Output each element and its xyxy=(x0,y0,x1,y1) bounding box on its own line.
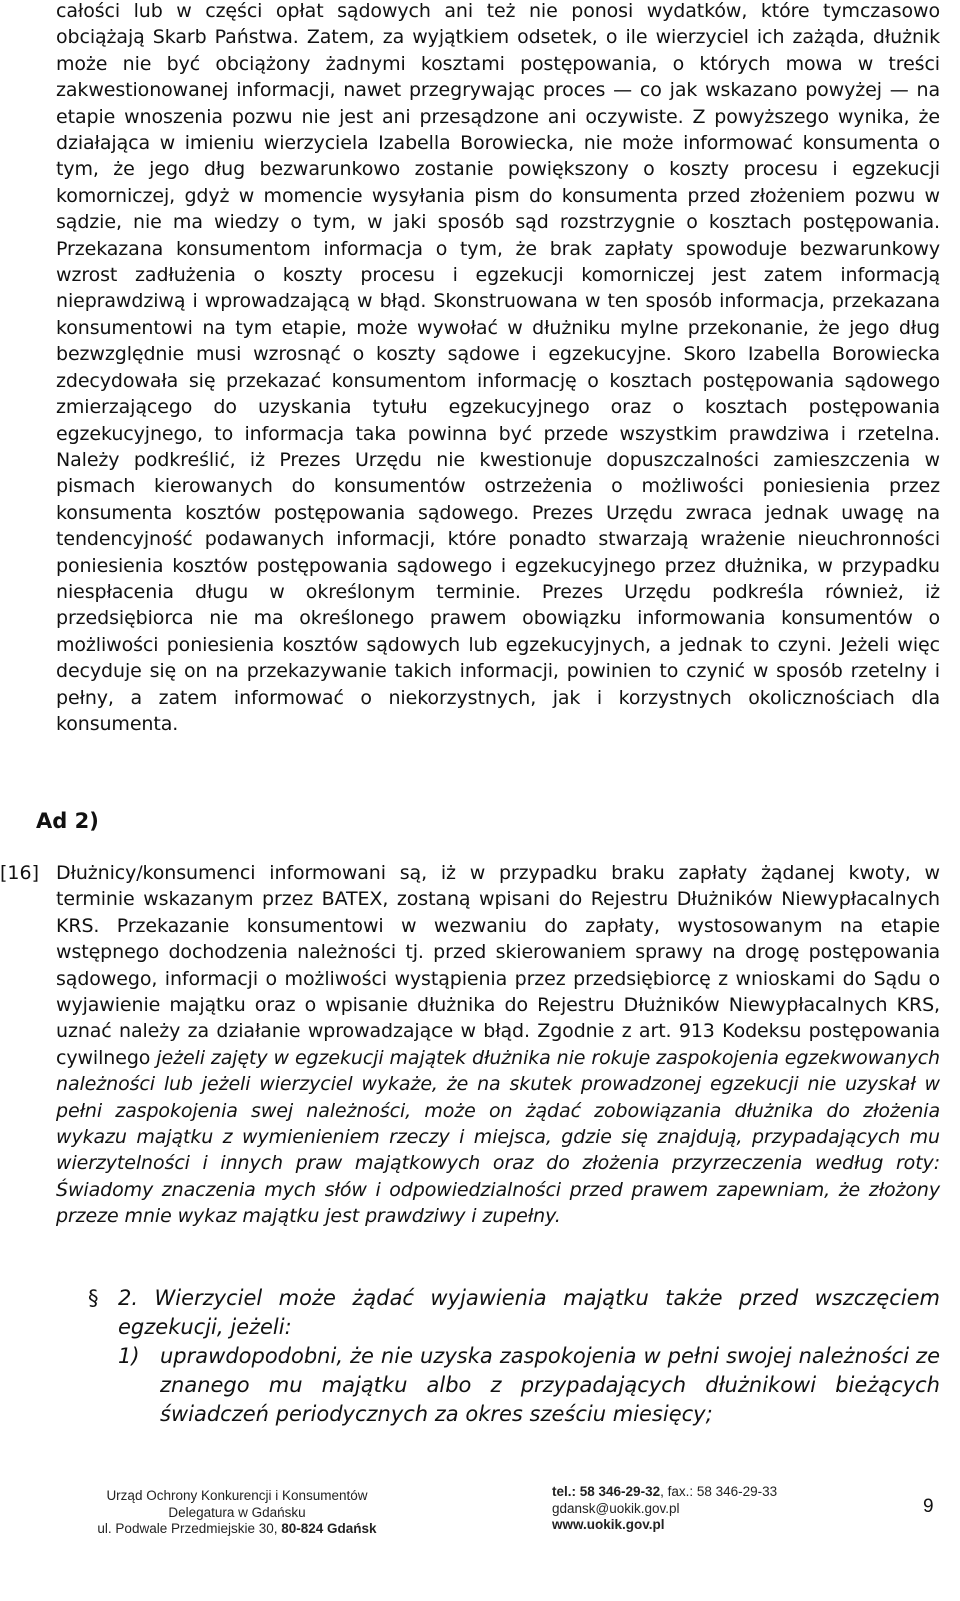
tel-label: tel.: xyxy=(552,1484,580,1499)
fax-label: , fax.: xyxy=(660,1484,697,1499)
paragraph-number: [16] xyxy=(0,862,40,884)
item-text: uprawdopodobni, że nie uzyska zaspokojenia w pełni swojej należności ze znanego mu majątku albo z przypadających dłużnikowi bieżących świadczeń periodycznych za okres sześciu miesięcy; xyxy=(160,1344,940,1426)
fax-number: 58 346-29-33 xyxy=(696,1484,778,1499)
footer-organization xyxy=(92,1488,382,1538)
footer-org-name: Urząd Ochrony Konkurencji i Konsumentów xyxy=(106,1488,368,1503)
paragraph-text: Dłużnicy/konsumenci informowani są, iż w przypadku braku zapłaty żądanej kwoty, w terminie wskazanym przez BATEX, zostaną wpisani do Rejestru Dłużników Niewypłacalnych KRS. Przekazanie konsumentowi w wezwaniu do zapłaty, wystosowanym na etapie wstępnego dochodzenia należności tj. przed skierowaniem sprawy na drogę postępowania sądowego, informacji o możliwości wystąpienia przez przedsiębiorcę z wnioskami do Sądu o wyjawienie majątku oraz o wpisanie dłużnika do Rejestru Dłużników Niewypłacalnych KRS, uznać należy za działanie wprowadzające w błąd. Zgodnie z art. 913 Kodeksu postępowania cywilnego xyxy=(56,862,940,1069)
section-symbol: § xyxy=(88,1286,99,1310)
item-number: 1) xyxy=(118,1344,140,1368)
statute-section xyxy=(88,1284,940,1342)
page-footer xyxy=(0,1484,960,1544)
tel-number: 58 346-29-32 xyxy=(579,1484,661,1499)
footer-street: ul. Podwale Przedmiejskie 30, xyxy=(97,1521,282,1536)
footer-address xyxy=(92,1521,382,1538)
body-paragraph: całości lub w części opłat sądowych ani też nie ponosi wydatków, które tymczasowo obciążają Skarb Państwa. Zatem, za wyjątkiem odsetek, o ile wierzyciel ich zażąda, dłużnik może nie być obciążony żadnymi kosztami postępowania, o których mowa w treści zakwestionowanej informacji, nawet przegrywając proces — co jak wskazano powyżej — na etapie wnoszenia pozwu nie jest ani przesądzone ani oczywiste. Z powyższego wynika, że działająca w imieniu wierzyciela Izabella Borowiecka, nie może informować konsumenta o tym, że jego dług bezwarunkowo zostanie powiększony o koszty procesu i egzekucji komorniczej, gdyż w momencie wysyłania pism do konsumenta przed złożeniem pozwu w sądzie, nie ma wiedzy o tym, w jaki sposób sąd rozstrzygnie o kosztach postępowania. Przekazana konsumentom informacja o tym, że brak zapłaty spowoduje bezwarunkowy wzrost zadłużenia o koszty procesu i egzekucji komorniczej jest zatem informacją nieprawdziwą i wprowadzającą w błąd. Skonstruowana w ten sposób informacja, przekazana konsumentowi na tym etapie, może wywołać w dłużniku mylne przekonanie, że jego dług bezwzględnie musi wzrosnąć o koszty sądowe i egzekucyjne. Skoro Izabella Borowiecka zdecydowała się przekazać konsumentom informację o kosztach postępowania sądowego zmierzającego do uzyskania tytułu egzekucyjnego oraz o kosztach postępowania egzekucyjnego, to informacja taka powinna być przede wszystkim prawdziwa i rzetelna. Należy podkreślić, iż Prezes Urzędu nie kwestionuje dopuszczalności zamieszczenia w pismach kierowanych do konsumentów ostrzeżenia o możliwości poniesienia przez konsumenta kosztów postępowania sądowego. Prezes Urzędu zwraca jednak uwagę na tendencyjność podawanych informacji, które ponadto stwarzają wrażenie nieuchronności poniesienia kosztów postępowania sądowego i egzekucyjnego przez dłużnika, w przypadku niespłacenia długu w określonym terminie. Prezes Urzędu podkreśla również, iż przedsiębiorca nie ma określonego prawem obowiązku informowania konsumentów o możliwości poniesienia kosztów sądowych lub egzekucyjnych, a jednak to czyni. Jeżeli więc decyduje się on na przekazywanie takich informacji, powinien to czynić w sposób rzetelny i pełny, a zatem informować o niekorzystnych, jak i korzystnych okolicznościach dla konsumenta. xyxy=(56,0,940,735)
footer-branch: Delegatura w Gdańsku xyxy=(168,1504,306,1520)
statute-list-item xyxy=(118,1342,940,1429)
section-text: 2. Wierzyciel może żądać wyjawienia majątku także przed wszczęciem egzekucji, jeżeli: xyxy=(118,1286,940,1339)
body-paragraph-16 xyxy=(56,860,940,1230)
footer-email[interactable]: gdansk@uokik.gov.pl xyxy=(552,1500,680,1516)
page-number: 9 xyxy=(923,1496,934,1517)
footer-phone-fax xyxy=(552,1484,832,1501)
statute-quote: jeżeli zajęty w egzekucji majątek dłużnika nie rokuje zaspokojenia egzekwowanych należności lub jeżeli wierzyciel wykaże, że na skutek prowadzonej egzekucji nie uzyskał w pełni zaspokojenia swej należności, może on żądać zobowiązania dłużnika do złożenia wykazu majątku z wymienieniem rzeczy i miejsca, gdzie się znajdują, przypadających mu wierzytelności i innych praw majątkowych oraz do złożenia przyrzeczenia według roty: Świadomy znaczenia mych słów i odpowiedzialności przed prawem zapewniam, że złożony przeze mnie wykaz majątku jest prawdziwy i zupełny. xyxy=(56,1046,940,1228)
footer-postal: 80-824 Gdańsk xyxy=(281,1521,377,1536)
footer-contact xyxy=(552,1484,832,1534)
footer-website[interactable]: www.uokik.gov.pl xyxy=(552,1517,665,1532)
section-heading: Ad 2) xyxy=(36,809,99,833)
